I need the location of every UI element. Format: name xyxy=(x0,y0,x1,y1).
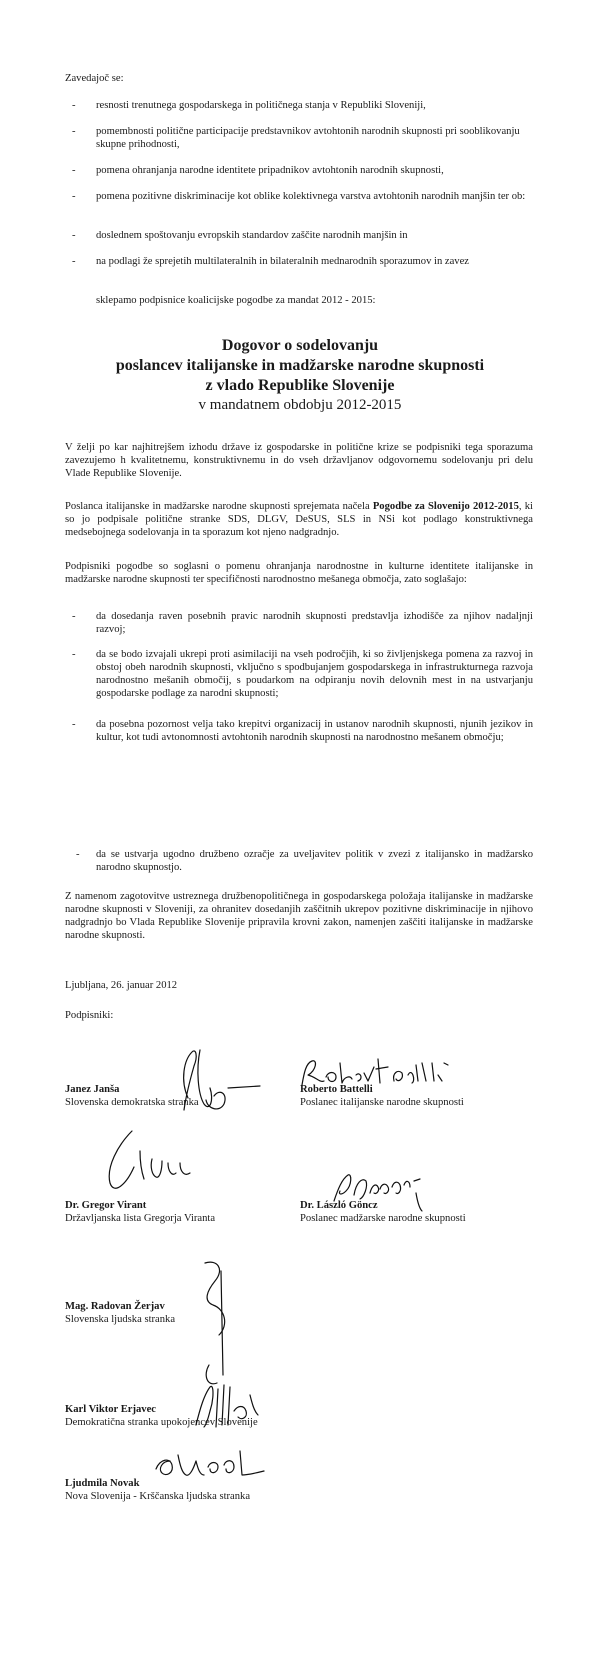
intro-item: pomembnosti politične participacije predstavnikov avtohtonih narodnih skupnosti pri sooblikovanju skupne prihodnosti, xyxy=(96,126,520,150)
signature-mark xyxy=(298,1055,463,1095)
paragraph-2 xyxy=(65,500,533,539)
intro-label: Zavedajoč se: xyxy=(65,73,124,84)
list-dash: - xyxy=(72,165,76,176)
list-dash: - xyxy=(72,719,76,730)
signatory-name: Mag. Radovan Žerjav xyxy=(65,1301,165,1312)
paragraph-2-text: , ki so jo podpisale politične stranke SDS, DLGV, DeSUS, SLS in NSi kot podlago konstruktivnega medsebojnega sodelovanja in ta sporazum kot njeno nadgradnjo. xyxy=(65,501,533,538)
signature-mark xyxy=(150,1040,270,1130)
signatory-block xyxy=(65,1300,175,1326)
intro-item: pomena pozitivne diskriminacije kot oblike kolektivnega varstva avtohtonih narodnih manjšin ter ob: xyxy=(96,191,526,202)
list-dash: - xyxy=(72,191,76,202)
list-dash: - xyxy=(72,126,76,137)
signatory-name: Roberto Battelli xyxy=(300,1084,373,1095)
list-dash: - xyxy=(76,849,80,860)
signatories-label: Podpisniki: xyxy=(65,1010,114,1021)
signature-mark xyxy=(150,1445,270,1485)
title-line-2: poslancev italijanske in madžarske narodne skupnosti xyxy=(115,357,485,374)
intro-close: sklepamo podpisnice koalicijske pogodbe za mandat 2012 - 2015: xyxy=(96,295,376,306)
signatory-name: Janez Janša xyxy=(65,1084,120,1095)
intro-item: doslednem spoštovanju evropskih standardov zaščite narodnih manjšin in xyxy=(96,230,408,241)
paragraph-1: V želji po kar najhitrejšem izhodu države iz gospodarske in politične krize se podpisniki tega sporazuma zavezujemo h kvalitetnemu, konstruktivnemu in do vseh državljanov odgovornemu sodelovanju pri delu Vlade Republike Slovenije. xyxy=(65,442,533,479)
agree-item: da posebna pozornost velja tako krepitvi organizacij in ustanov narodnih skupnosti, njunih jezikov in kultur, kot tudi avtonomnosti avtohtonih narodnih skupnosti na narodnostno mešanem območju; xyxy=(96,719,533,743)
signatory-org: Demokratična stranka upokojencev Slovenije xyxy=(65,1417,258,1428)
signatory-org: Nova Slovenija - Krščanska ljudska stranka xyxy=(65,1491,251,1502)
title-line-3: z vlado Republike Slovenije xyxy=(205,377,395,394)
signatory-name: Karl Viktor Erjavec xyxy=(65,1404,157,1415)
signatory-org: Poslanec madžarske narodne skupnosti xyxy=(300,1213,466,1224)
signature-mark xyxy=(100,1123,210,1203)
signatory-org: Državljanska lista Gregorja Viranta xyxy=(65,1213,216,1224)
signature-mark xyxy=(188,1375,268,1435)
list-dash: - xyxy=(72,230,76,241)
intro-item: na podlagi že sprejetih multilateralnih in bilateralnih mednarodnih sporazumov in zavez xyxy=(96,256,470,267)
intro-item: resnosti trenutnega gospodarskega in političnega stanja v Republiki Sloveniji, xyxy=(96,100,426,111)
paragraph-3: Podpisniki pogodbe so soglasni o pomenu ohranjanja narodnostne in kulturne identitete italijanske in madžarske narodne skupnosti ter specifičnosti narodnostno mešanega območja, zato soglašajo: xyxy=(65,561,533,585)
signatory-name: Dr. Gregor Virant xyxy=(65,1200,147,1211)
signatory-name: Ljudmila Novak xyxy=(65,1478,140,1489)
list-dash: - xyxy=(72,256,76,267)
signatory-org: Poslanec italijanske narodne skupnosti xyxy=(300,1097,464,1108)
agree-item: da se bodo izvajali ukrepi proti asimilaciji na vseh področjih, ki so življenjskega pomena za razvoj in obstoj obeh narodnih skupnosti, vključno s spodbujanjem gospodarskega in infrastrukturnega razvoja narodnostno mešanih območij, s poudarkom na odpiranju novih delovnih mest in na ustvarjanju gospodarske podlage za narodni skupnosti; xyxy=(96,649,533,699)
title-line-1: Dogovor o sodelovanju xyxy=(221,337,379,354)
agree-item: da se ustvarja ugodno družbeno ozračje za uveljavitev politik v zvezi z italijansko in madžarsko narodno skupnostjo. xyxy=(96,849,533,873)
list-dash: - xyxy=(72,611,76,622)
place-date: Ljubljana, 26. januar 2012 xyxy=(65,980,178,991)
intro-item: pomena ohranjanja narodne identitete pripadnikov avtohtonih narodnih skupnosti, xyxy=(96,165,444,176)
list-dash: - xyxy=(72,649,76,660)
title-line-4: v mandatnem obdobju 2012-2015 xyxy=(198,397,402,413)
paragraph-2-text: Poslanca italijanske in madžarske narodne skupnosti sprejemata načela xyxy=(65,501,373,512)
signature-mark xyxy=(330,1165,430,1215)
list-dash: - xyxy=(72,100,76,111)
paragraph-2-bold: Pogodbe za Slovenijo 2012-2015 xyxy=(372,501,519,512)
signatory-org: Slovenska ljudska stranka xyxy=(65,1314,176,1325)
paragraph-4: Z namenom zagotovitve ustreznega družbenopolitičnega in gospodarskega položaja italijanske in madžarske narodne skupnosti v Sloveniji, za ohranitev dosedanjih zaščitnih ukrepov pozitivne diskriminacije in njihovo nadgradnjo bo Vlada Republike Slovenije pripravila krovni zakon, namenjen zaščiti italijanske in madžarske narodne skupnosti. xyxy=(65,891,533,941)
signatory-org: Slovenska demokratska stranka xyxy=(65,1097,199,1108)
agree-item: da dosedanja raven posebnih pravic narodnih skupnosti predstavlja izhodišče za njihov nadaljnji razvoj; xyxy=(96,611,533,635)
signatory-name: Dr. László Göncz xyxy=(300,1200,378,1211)
signature-mark xyxy=(185,1255,245,1395)
